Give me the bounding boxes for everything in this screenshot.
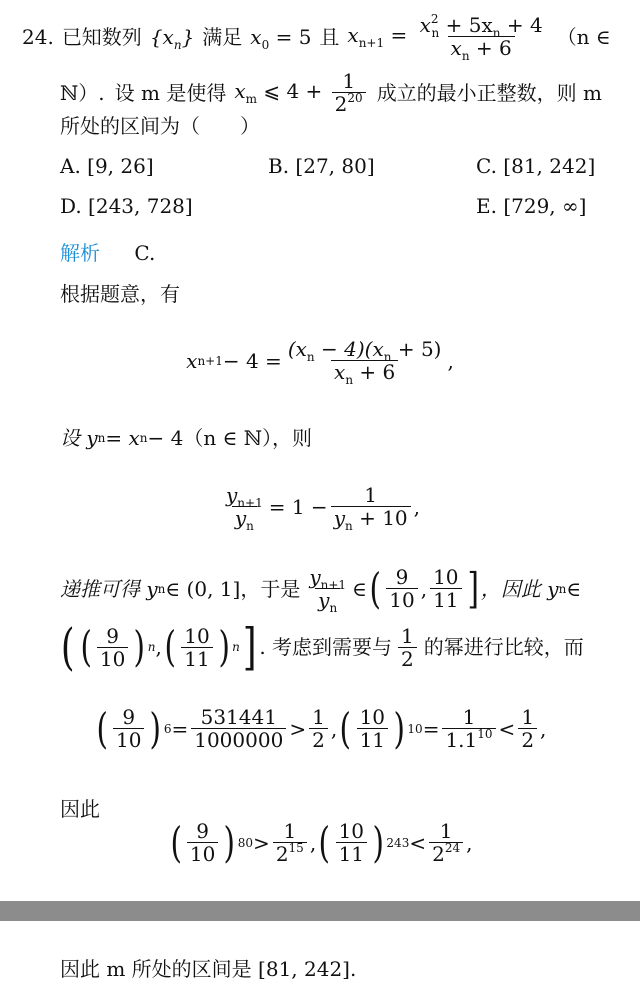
solution-label: 解析 [60,241,100,265]
option-e: E. [729, ∞] [476,194,587,218]
problem-line-2: ℕ）. 设 m 是使得 $x_m$ ⩽ 4 + $\frac{1}{2^{20}}$ 成立的最小正整数，则 m [60,69,603,116]
solution-intro: 根据题意，有 [60,282,180,306]
solution-answer: C. [134,241,156,265]
equation-3: ( $\frac{9}{10}$ ) 6 = $\frac{531441}{1000000}$ > $\frac{1}{2}$ , ( $\frac{10}{11}$ ) 10 = $\frac{1}{1.1^{10}}$ < $\frac{1}{2}$ , [96,703,547,753]
problem-number: 24. [22,24,54,49]
recursion-line: 递推可得 y n ∈ (0, 1]，于是 $\frac{y_{n+1}}{y_n}$ ∈ ( $\frac{9}{10}$ , $\frac{10}{11}$ ] ，因此 y n ∈ [60,563,582,615]
option-c: C. [81, 242] [476,154,596,178]
problem-line-1: 24. 已知数列 $\{x_n\}$ 满足 $x_0 = 5$ 且 $x_{n+1}$ = $\frac{x^2_n + 5x_n + 4}{x_n + 6}$ （n ∈ [22,12,611,63]
recurrence-formula: $x_{n+1}$ = $\frac{x^2_n + 5x_n + 4}{x_n + 6}$ [347,12,543,63]
option-d: D. [243, 728] [60,194,193,218]
option-b: B. [27, 80] [268,154,375,178]
equation-2: $\frac{y_{n+1}}{y_n}$ = 1 − $\frac{1}{y_n + 10}$ , [225,483,421,533]
option-a: A. [9, 26] [60,154,154,178]
hence-label: 因此 [60,797,100,821]
solution-header [60,241,155,265]
inequality: $x_m$ ⩽ 4 + $\frac{1}{2^{20}}$ [234,70,368,115]
page-separator [0,901,640,921]
equation-4: ( $\frac{9}{10}$ ) 80 > $\frac{1}{2^{15}}$ , ( $\frac{10}{11}$ ) 243 < $\frac{1}{2^{24}}$ , [169,817,473,867]
let-y-line: 设 y n = x n − 4（n ∈ ℕ），则 [60,426,313,450]
bounds-line: ( ( $\frac{9}{10}$ ) n , ( $\frac{10}{11}$ ) n ] . 考虑到需要与 $\frac{1}{2}$ 的幂进行比较，而 [60,618,584,676]
problem-question: 所处的区间为（ ） [60,114,260,138]
conclusion: 因此 m 所处的区间是 [81, 242]. [60,957,357,981]
equation-1: x n+1 − 4 = $\frac{(x_n - 4)(x_n + 5)}{x_n + 6}$ , [186,337,454,387]
